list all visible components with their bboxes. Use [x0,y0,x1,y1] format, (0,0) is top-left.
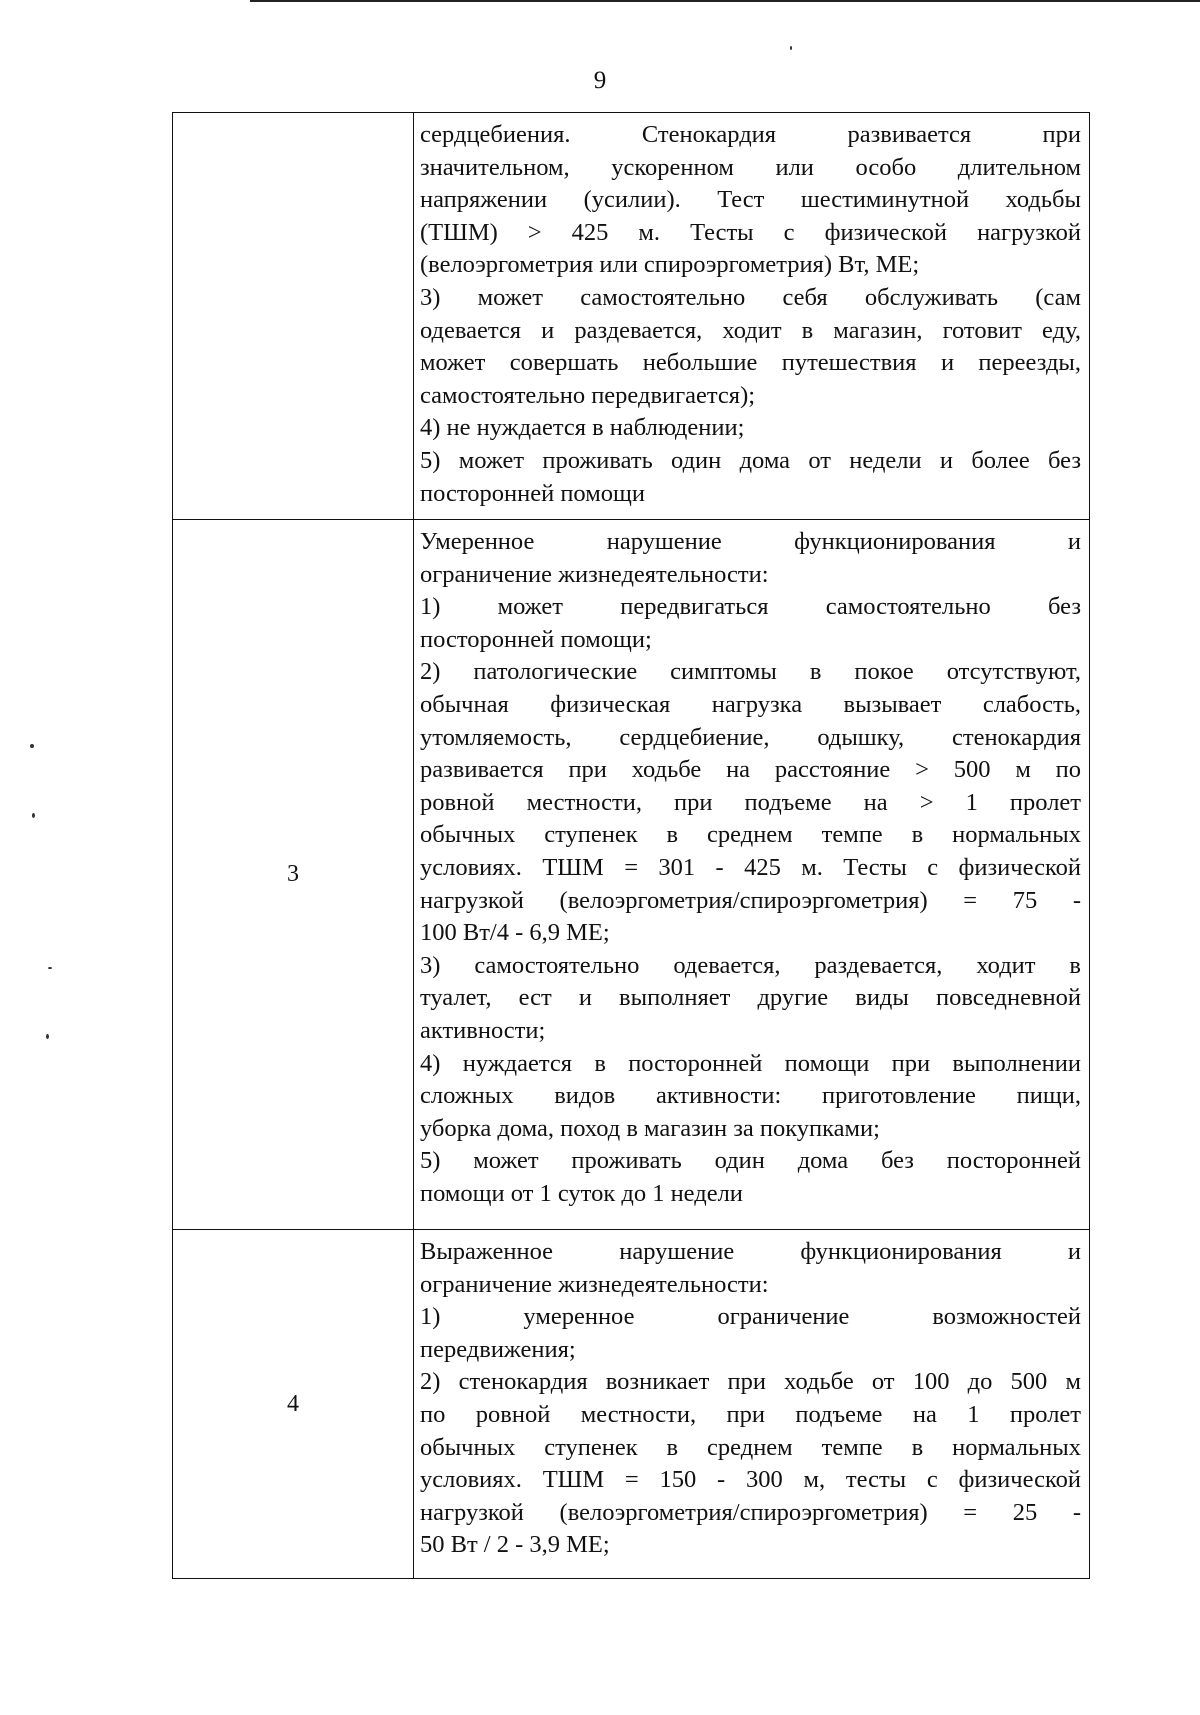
text-line: туалет, ест и выполняет другие виды повседневной [420,984,1081,1012]
text-line: передвижения; [420,1335,576,1363]
text-line: ограничение жизнедеятельности: [420,1270,769,1298]
text-line: сердцебиения. Стенокардия развивается при [420,121,1081,148]
text-line: может совершать небольшие путешествия и переезды, [420,349,1081,377]
description-cell [414,520,1090,1230]
scan-speck [46,1034,49,1039]
page-number: 9 [593,67,607,94]
text-line: условиях. ТШМ = 150 - 300 м, тесты с физической [420,1466,1081,1494]
text-line: напряжении (усилии). Тест шестиминутной ходьбы [420,186,1081,214]
text-line: нагрузкой (велоэргометрия/спироэргометрия) = 25 - [420,1498,1081,1526]
text-line: развивается при ходьбе на расстояние > 500 м по [420,756,1081,784]
table-row [173,113,1090,520]
table-row [173,520,1090,1230]
text-line: нагрузкой (велоэргометрия/спироэргометрия) = 75 - [420,886,1081,914]
text-line: уборка дома, поход в магазин за покупками; [420,1114,880,1142]
text-line: посторонней помощи [420,479,645,507]
text-line: 2) стенокардия возникает при ходьбе от 100 до 500 м [420,1368,1081,1396]
grade-cell: 4 [173,1230,414,1579]
text-line: (ТШМ) > 425 м. Тесты с физической нагрузкой [420,218,1081,246]
text-line: 1) может передвигаться самостоятельно без [420,593,1081,621]
text-line: 5) может проживать один дома без посторонней [420,1147,1081,1175]
text-line: ровной местности, при подъеме на > 1 пролет [420,788,1081,816]
text-line: 1) умеренное ограничение возможностей [420,1303,1081,1331]
text-line: сложных видов активности: приготовление пищи, [420,1082,1081,1110]
top-border-line [250,0,1200,2]
text-line: значительном, ускоренном или особо длительном [420,153,1081,181]
text-line: 3) самостоятельно одевается, раздевается, ходит в [420,951,1081,979]
scan-speck [790,46,792,50]
scan-speck [30,744,34,748]
text-line: 100 Вт/4 - 6,9 МЕ; [420,919,610,947]
scan-speck [32,813,35,818]
text-line: ограничение жизнедеятельности: [420,560,769,588]
description-cell [414,113,1090,520]
text-line: обычных ступенек в среднем темпе в нормальных [420,1433,1081,1461]
text-line: утомляемость, сердцебиение, одышку, стенокардия [420,723,1081,751]
text-line: 50 Вт / 2 - 3,9 МЕ; [420,1531,610,1559]
text-line: по ровной местности, при подъеме на 1 пролет [420,1400,1081,1428]
text-line: (велоэргометрия или спироэргометрия) Вт, МЕ; [420,251,920,279]
description-cell [414,1230,1090,1579]
scan-speck [48,967,52,969]
text-line: одевается и раздевается, ходит в магазин, готовит еду, [420,316,1081,344]
text-line: самостоятельно передвигается); [420,381,756,409]
text-line: 2) патологические симптомы в покое отсутствуют, [420,658,1081,686]
table-row [173,1230,1090,1579]
text-line: Умеренное нарушение функционирования и [420,528,1081,555]
text-line: 5) может проживать один дома от недели и более без [420,446,1081,474]
text-line: помощи от 1 суток до 1 недели [420,1179,743,1207]
text-line: Выраженное нарушение функционирования и [420,1238,1081,1265]
text-line: условиях. ТШМ = 301 - 425 м. Тесты с физической [420,853,1081,881]
text-line: активности; [420,1016,546,1044]
text-line: посторонней помощи; [420,625,652,653]
grade-cell [173,113,414,520]
text-line: обычных ступенек в среднем темпе в нормальных [420,821,1081,849]
text-line: 4) не нуждается в наблюдении; [420,414,745,442]
grade-cell: 3 [173,520,414,1230]
text-line: обычная физическая нагрузка вызывает слабость, [420,690,1081,718]
text-line: 4) нуждается в посторонней помощи при выполнении [420,1049,1081,1077]
text-line: 3) может самостоятельно себя обслуживать (сам [420,283,1081,311]
function-grade-table [172,112,1090,1579]
